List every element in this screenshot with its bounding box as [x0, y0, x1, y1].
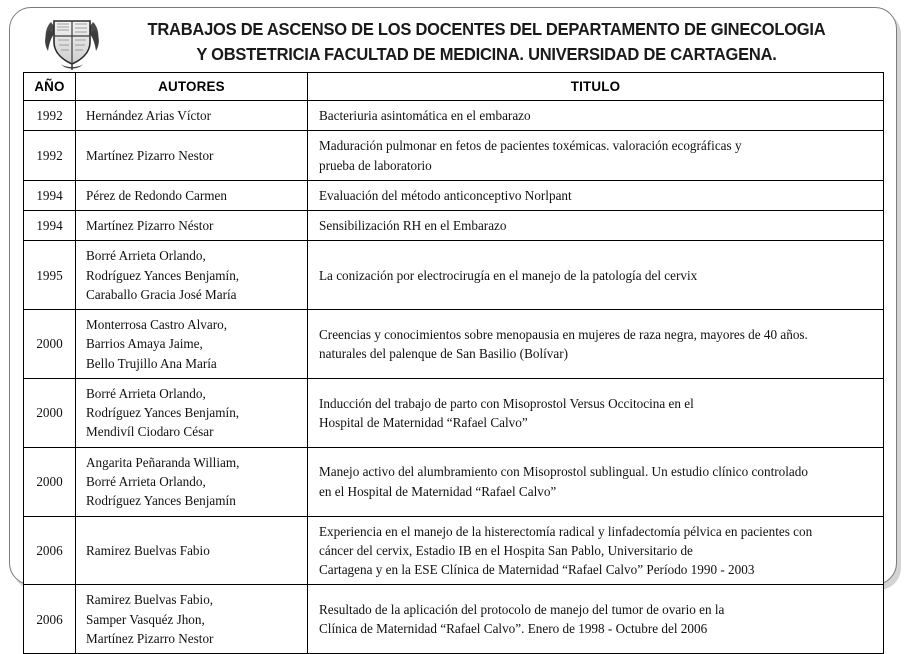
- cell-year: 2000: [24, 447, 76, 516]
- table-header: [24, 73, 884, 101]
- cell-authors: Hernández Arias Víctor: [76, 101, 308, 131]
- cell-year: 2006: [24, 585, 76, 654]
- table-row: [24, 378, 884, 447]
- cell-title: Resultado de la aplicación del protocolo de manejo del tumor de ovario en la Clínica de Maternidad “Rafael Calvo”. Enero de 1998 - Octubre del 2006: [308, 585, 884, 654]
- works-table: [23, 72, 884, 654]
- cell-year: 2000: [24, 310, 76, 379]
- cell-title: Bacteriuria asintomática en el embarazo: [308, 101, 884, 131]
- cell-authors: Monterrosa Castro Alvaro, Barrios Amaya Jaime, Bello Trujillo Ana María: [76, 310, 308, 379]
- cell-authors: Martínez Pizarro Néstor: [76, 211, 308, 241]
- cell-authors: Pérez de Redondo Carmen: [76, 180, 308, 210]
- university-crest-icon: [41, 12, 103, 72]
- document-title-line-2: Y OBSTETRICIA FACULTAD DE MEDICINA. UNIVERSIDAD DE CARTAGENA.: [196, 43, 777, 64]
- cell-authors: Ramirez Buelvas Fabio: [76, 516, 308, 585]
- cell-title: Sensibilización RH en el Embarazo: [308, 211, 884, 241]
- cell-title: Experiencia en el manejo de la histerectomía radical y linfadectomía pélvica en pacientes con cáncer del cervix, Estadio IB en el Hospita San Pablo, Universitario de Cartagena y en la ESE Clínica de Maternidad “Rafael Calvo” Período 1990 - 2003: [308, 516, 884, 585]
- table-row: [24, 516, 884, 585]
- cell-year: 1995: [24, 241, 76, 310]
- cell-title: Creencias y conocimientos sobre menopausia en mujeres de raza negra, mayores de 40 años. naturales del palenque de San Basilio (Bolívar): [308, 310, 884, 379]
- column-header-authors: AUTORES: [76, 73, 308, 101]
- table-row: [24, 310, 884, 379]
- cell-title: La conización por electrocirugía en el manejo de la patología del cervix: [308, 241, 884, 310]
- table-header-row: [24, 73, 884, 101]
- table-row: [24, 585, 884, 654]
- cell-title: Maduración pulmonar en fetos de pacientes toxémicas. valoración ecográficas y prueba de laboratorio: [308, 131, 884, 181]
- works-table-container: [23, 72, 883, 654]
- table-row: [24, 101, 884, 131]
- cell-authors: Borré Arrieta Orlando, Rodríguez Yances Benjamín, Mendivíl Ciodaro César: [76, 378, 308, 447]
- document-title: [130, 17, 865, 66]
- table-body: [24, 101, 884, 654]
- document-content: [9, 7, 897, 646]
- cell-authors: Ramirez Buelvas Fabio, Samper Vasquéz Jhon, Martínez Pizarro Nestor: [76, 585, 308, 654]
- cell-title: Manejo activo del alumbramiento con Misoprostol sublingual. Un estudio clínico controlado en el Hospital de Maternidad “Rafael Calvo”: [308, 447, 884, 516]
- document-title-line-1: TRABAJOS DE ASCENSO DE LOS DOCENTES DEL DEPARTAMENTO DE GINECOLOGIA: [147, 19, 826, 40]
- table-row: [24, 447, 884, 516]
- column-header-title: TITULO: [308, 73, 884, 101]
- document-header: [9, 7, 897, 72]
- cell-authors: Angarita Peñaranda William, Borré Arrieta Orlando, Rodríguez Yances Benjamín: [76, 447, 308, 516]
- table-row: [24, 211, 884, 241]
- table-row: [24, 131, 884, 181]
- cell-year: 2006: [24, 516, 76, 585]
- cell-year: 2000: [24, 378, 76, 447]
- cell-year: 1994: [24, 180, 76, 210]
- cell-year: 1992: [24, 131, 76, 181]
- table-row: [24, 180, 884, 210]
- cell-year: 1994: [24, 211, 76, 241]
- column-header-year: AÑO: [24, 73, 76, 101]
- table-row: [24, 241, 884, 310]
- cell-title: Inducción del trabajo de parto con Misoprostol Versus Occitocina en el Hospital de Maternidad “Rafael Calvo”: [308, 378, 884, 447]
- cell-year: 1992: [24, 101, 76, 131]
- cell-authors: Borré Arrieta Orlando, Rodríguez Yances Benjamín, Caraballo Gracia José María: [76, 241, 308, 310]
- cell-title: Evaluación del método anticonceptivo Norlpant: [308, 180, 884, 210]
- cell-authors: Martínez Pizarro Nestor: [76, 131, 308, 181]
